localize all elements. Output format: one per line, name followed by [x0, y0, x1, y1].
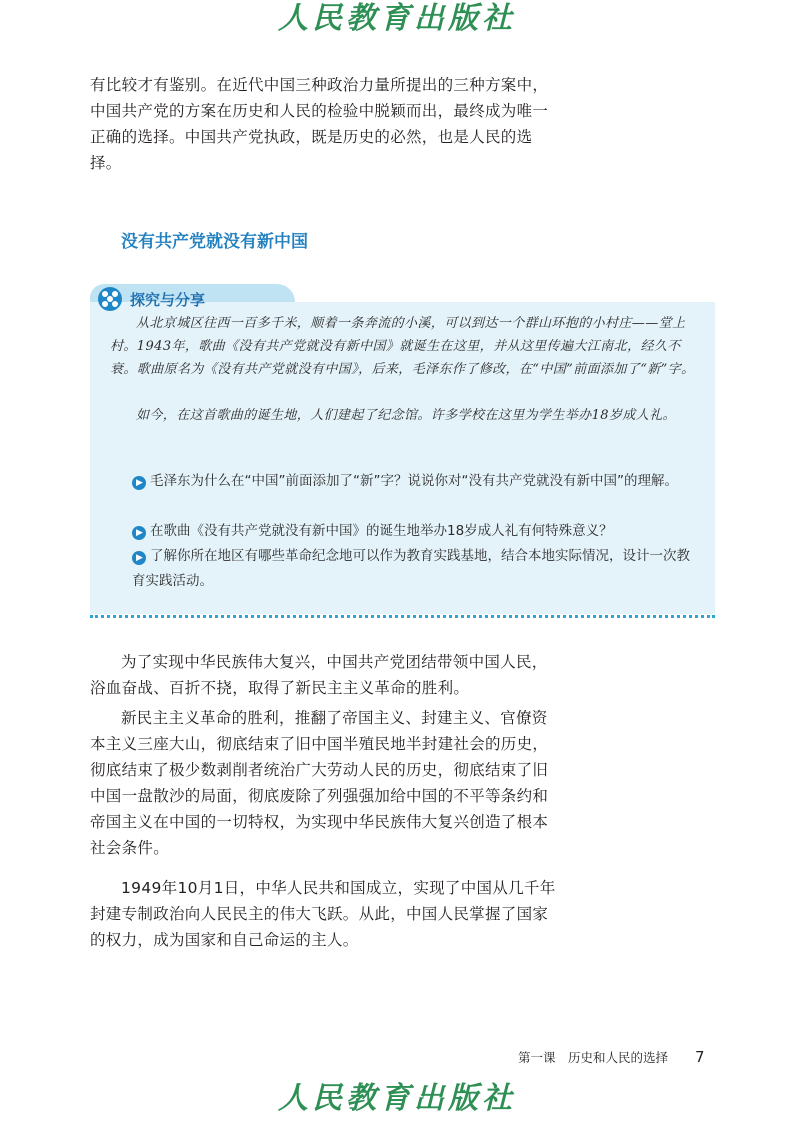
question-text: 在歌曲《没有共产党就没有新中国》的诞生地举办18岁成人礼有何特殊意义？ — [150, 523, 613, 539]
question-item — [132, 469, 702, 494]
paragraph-intro: 有比较才有鉴别。在近代中国三种政治力量所提出的三种方案中，中国共产党的方案在历史和人民的检验中脱颖而出，最终成为唯一正确的选择。中国共产党执政，既是历史的必然，也是人民的选择。 — [90, 76, 549, 172]
explore-share-box — [90, 284, 715, 619]
question-item — [132, 519, 702, 544]
section-title: 没有共产党就没有新中国 — [121, 232, 308, 252]
question-text: 毛泽东为什么在“中国”前面添加了“新”字？说说你对“没有共产党就没有新中国”的理解。 — [150, 473, 678, 489]
paragraph-body: 1949年10月1日，中华人民共和国成立，实现了中国从几千年封建专制政治向人民民主的伟大飞跃。从此，中国人民掌握了国家的权力，成为国家和自己命运的主人。 — [90, 879, 556, 949]
question-text: 了解你所在地区有哪些革命纪念地可以作为教育实践基地，结合本地实际情况，设计一次教育实践活动。 — [132, 548, 690, 589]
story-paragraph: 从北京城区往西一百多千米，顺着一条奔流的小溪，可以到达一个群山环抱的小村庄——堂上村。1943年，歌曲《没有共产党就没有新中国》就诞生在这里，并从这里传遍大江南北，经久不衰。歌曲原名为《没有共产党就没有中国》，后来，毛泽东作了修改，在“中国”前面添加了“新”字。 — [110, 316, 695, 377]
explore-title: 探究与分享 — [130, 291, 206, 309]
play-arrow-icon: ▶ — [132, 476, 146, 490]
dotted-divider — [90, 615, 715, 618]
question-item — [132, 544, 702, 594]
play-arrow-icon: ▶ — [132, 551, 146, 565]
explore-panel — [90, 302, 715, 614]
story-paragraph: 如今，在这首歌曲的诞生地，人们建起了纪念馆。许多学校在这里为学生举办18岁成人礼。 — [136, 408, 676, 423]
paragraph-body: 为了实现中华民族伟大复兴，中国共产党团结带领中国人民，浴血奋战、百折不挠，取得了新民主主义革命的胜利。 — [90, 653, 548, 697]
publisher-logo-top: 人民教育出版社 — [278, 1, 516, 36]
publisher-logo-bottom: 人民教育出版社 — [278, 1081, 516, 1116]
page-number: 7 — [695, 1048, 705, 1066]
play-arrow-icon: ▶ — [132, 526, 146, 540]
explore-icon — [98, 287, 122, 311]
footer-lesson-title: 第一课 历史和人民的选择 — [518, 1050, 669, 1065]
paragraph-body: 新民主主义革命的胜利，推翻了帝国主义、封建主义、官僚资本主义三座大山，彻底结束了旧中国半殖民地半封建社会的历史，彻底结束了极少数剥削者统治广大劳动人民的历史，彻底结束了旧中国一盘散沙的局面，彻底废除了列强强加给中国的不平等条约和帝国主义在中国的一切特权，为实现中华民族伟大复兴创造了根本社会条件。 — [90, 709, 549, 857]
